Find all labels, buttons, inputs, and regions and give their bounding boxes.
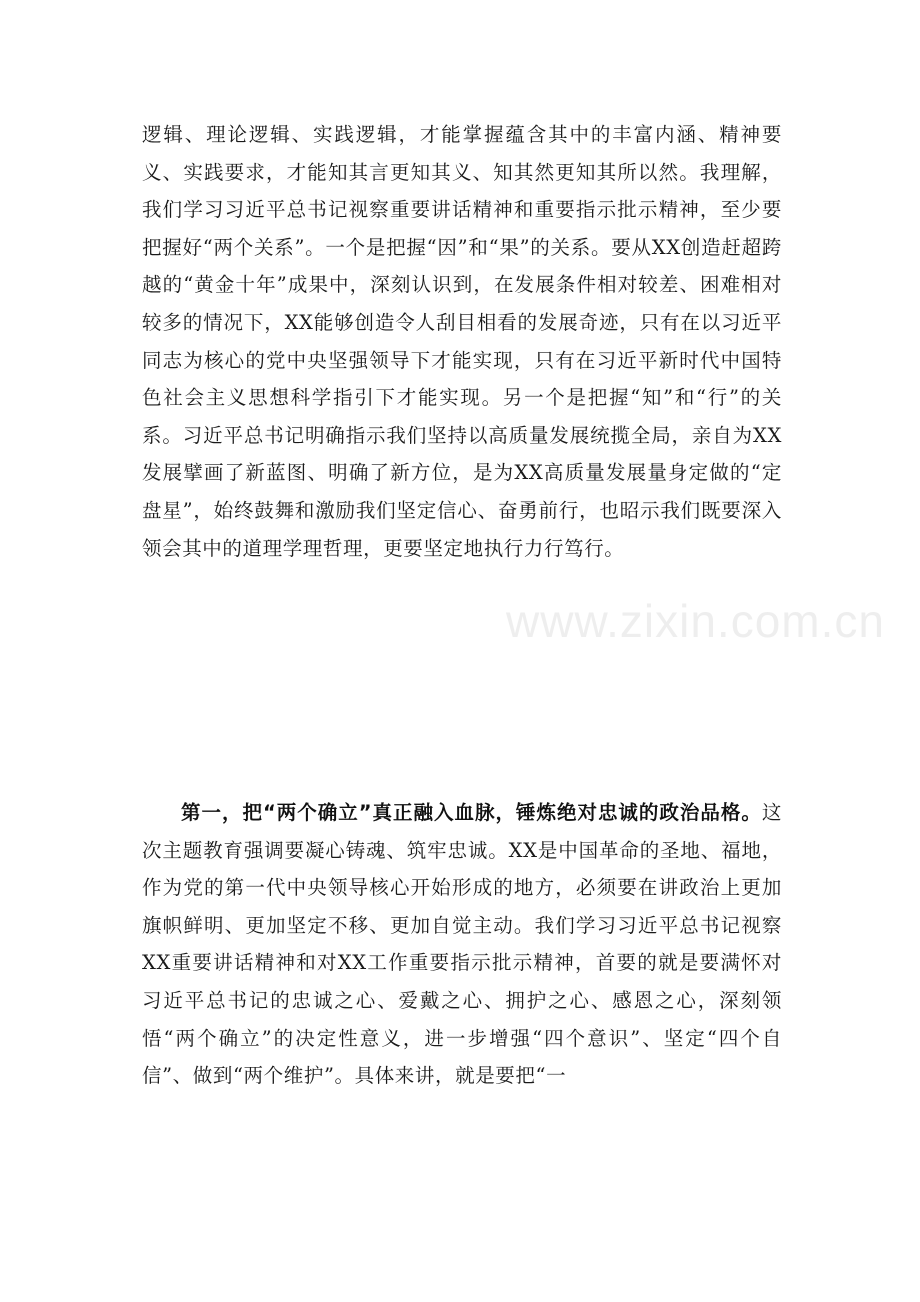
body-paragraph-1: 逻辑、理论逻辑、实践逻辑，才能掌握蕴含其中的丰富内涵、精神要义、实践要求，才能知其言更知其义、知其然更知其所以然。我理解，我们学习习近平总书记视察重要讲话精神和重要指示批示精神，至少要把握好“两个关系”。一个是把握“因”和“果”的关系。要从XX创造赶超跨越的“黄金十年”成果中，深刻认识到，在发展条件相对较差、困难相对较多的情况下，XX能够创造令人刮目相看的发展奇迹，只有在以习近平同志为核心的党中央坚强领导下才能实现，只有在习近平新时代中国特色社会主义思想科学指引下才能实现。另一个是把握“知”和“行”的关系。习近平总书记明确指示我们坚持以高质量发展统揽全局，亲自为XX发展擘画了新蓝图、明确了新方位，是为XX高质量发展量身定做的“定盘星”，始终鼓舞和激励我们坚定信心、奋勇前行，也昭示我们既要深入领会其中的道理学理哲理，更要坚定地执行力行笃行。 <box>142 123 782 560</box>
section-heading: 第一，把“两个确立”真正融入血脉，锤炼绝对忠诚的政治品格。 <box>181 801 762 824</box>
body-paragraph-2-text: 这次主题教育强调要凝心铸魂、筑牢忠诚。XX是中国革命的圣地、福地，作为党的第一代中央领导核心开始形成的地方，必须要在讲政治上更加旗帜鲜明、更加坚定不移、更加自觉主动。我们学习习近平总书记视察XX重要讲话精神和对XX工作重要指示批示精神，首要的就是要满怀对习近平总书记的忠诚之心、爱戴之心、拥护之心、感恩之心，深刻领悟“两个确立”的决定性意义，进一步增强“四个意识”、坚定“四个自信”、做到“两个维护”。具体来讲，就是要把“一 <box>142 801 782 1088</box>
body-paragraph-2 <box>142 794 782 1095</box>
watermark: www.zixin.com.cn <box>506 595 885 647</box>
